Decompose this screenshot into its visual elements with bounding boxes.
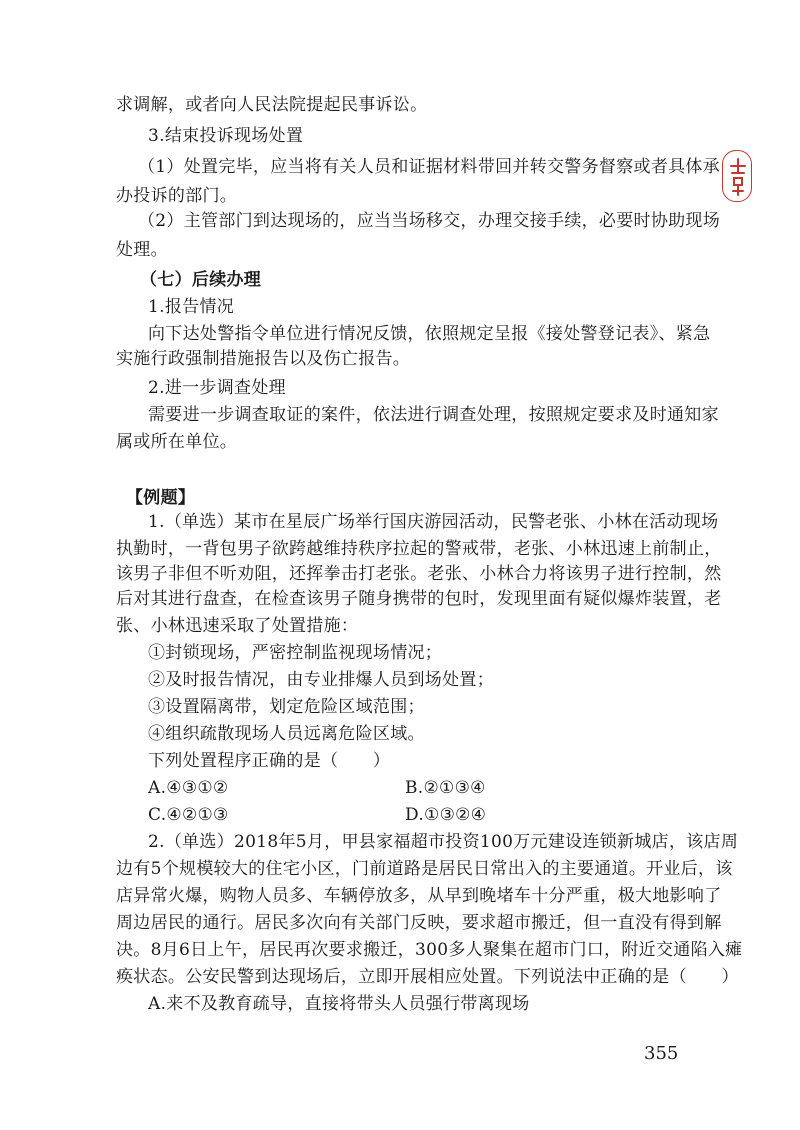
question-line: 2.（单选）2018年5月，甲县家福超市投资100万元建设连锁新城店，该店周	[148, 832, 739, 852]
body-line: 向下达处警指令单位进行情况反馈，依照规定呈报《接处警登记表》、紧急	[148, 324, 711, 344]
question-line: 店异常火爆，购物人员多、车辆停放多，从早到晚堵车十分严重，极大地影响了	[116, 886, 722, 906]
subheading: 1.报告情况	[148, 297, 235, 317]
red-seal-stamp-icon	[722, 150, 752, 202]
option-a: A.④③①②	[148, 778, 229, 798]
option-c: C.④②①③	[148, 805, 229, 825]
option-d: D.①③②④	[405, 805, 487, 825]
body-line: 属或所在单位。	[116, 432, 238, 452]
question-line: 周边居民的通行。居民多次向有关部门反映，要求超市搬迁，但一直没有得到解	[116, 913, 722, 933]
question-line: 后对其进行盘查，在检查该男子随身携带的包时，发现里面有疑似爆炸装置，老	[116, 589, 722, 609]
body-line: （2）主管部门到达现场的，应当当场移交，办理交接手续，必要时协助现场	[138, 211, 721, 231]
measure-item: ④组织疏散现场人员远离危险区域。	[148, 724, 425, 744]
subheading: 3.结束投诉现场处置	[148, 126, 304, 146]
measure-item: ②及时报告情况，由专业排爆人员到场处置；	[148, 670, 494, 690]
body-line: 求调解，或者向人民法院提起民事诉讼。	[116, 95, 428, 115]
page-number: 355	[644, 1043, 679, 1064]
example-heading: 【例题】	[126, 488, 196, 508]
subheading: 2.进一步调查处理	[148, 378, 286, 398]
question-line: 该男子非但不听劝阻，还挥拳击打老张。老张、小林合力将该男子进行控制，然	[116, 564, 722, 584]
measure-item: ①封锁现场，严密控制监视现场情况；	[148, 643, 443, 663]
question-prompt: 下列处置程序正确的是（ ）	[148, 751, 391, 771]
body-line: （1）处置完毕，应当将有关人员和证据材料带回并转交警务督察或者具体承	[138, 157, 721, 177]
body-line: 需要进一步调查取证的案件，依法进行调查处理，按照规定要求及时通知家	[148, 405, 719, 425]
question-line: 决。8月6日上午，居民再次要求搬迁，300多人聚集在超市门口，附近交通陷入瘫	[116, 940, 743, 960]
body-line: 处理。	[116, 240, 168, 260]
body-line: 实施行政强制措施报告以及伤亡报告。	[116, 349, 411, 369]
body-line: 办投诉的部门。	[116, 186, 238, 206]
question-line: 1.（单选）某市在星辰广场举行国庆游园活动，民警老张、小林在活动现场	[148, 512, 719, 532]
question-line: 执勤时，一背包男子欲跨越维持秩序拉起的警戒带，老张、小林迅速上前制止，	[116, 539, 722, 559]
option-b: B.②①③④	[405, 778, 486, 798]
question-line: 张、小林迅速采取了处置措施：	[116, 616, 359, 636]
option-a: A.来不及教育疏导，直接将带头人员强行带离现场	[148, 994, 530, 1014]
question-line: 边有5个规模较大的住宅小区，门前道路是居民日常出入的主要通道。开业后，该	[116, 859, 733, 879]
question-line: 痪状态。公安民警到达现场后，立即开展相应处置。下列说法中正确的是（ ）	[116, 967, 739, 987]
measure-item: ③设置隔离带，划定危险区域范围；	[148, 697, 425, 717]
section-heading: （七）后续办理	[140, 270, 262, 290]
